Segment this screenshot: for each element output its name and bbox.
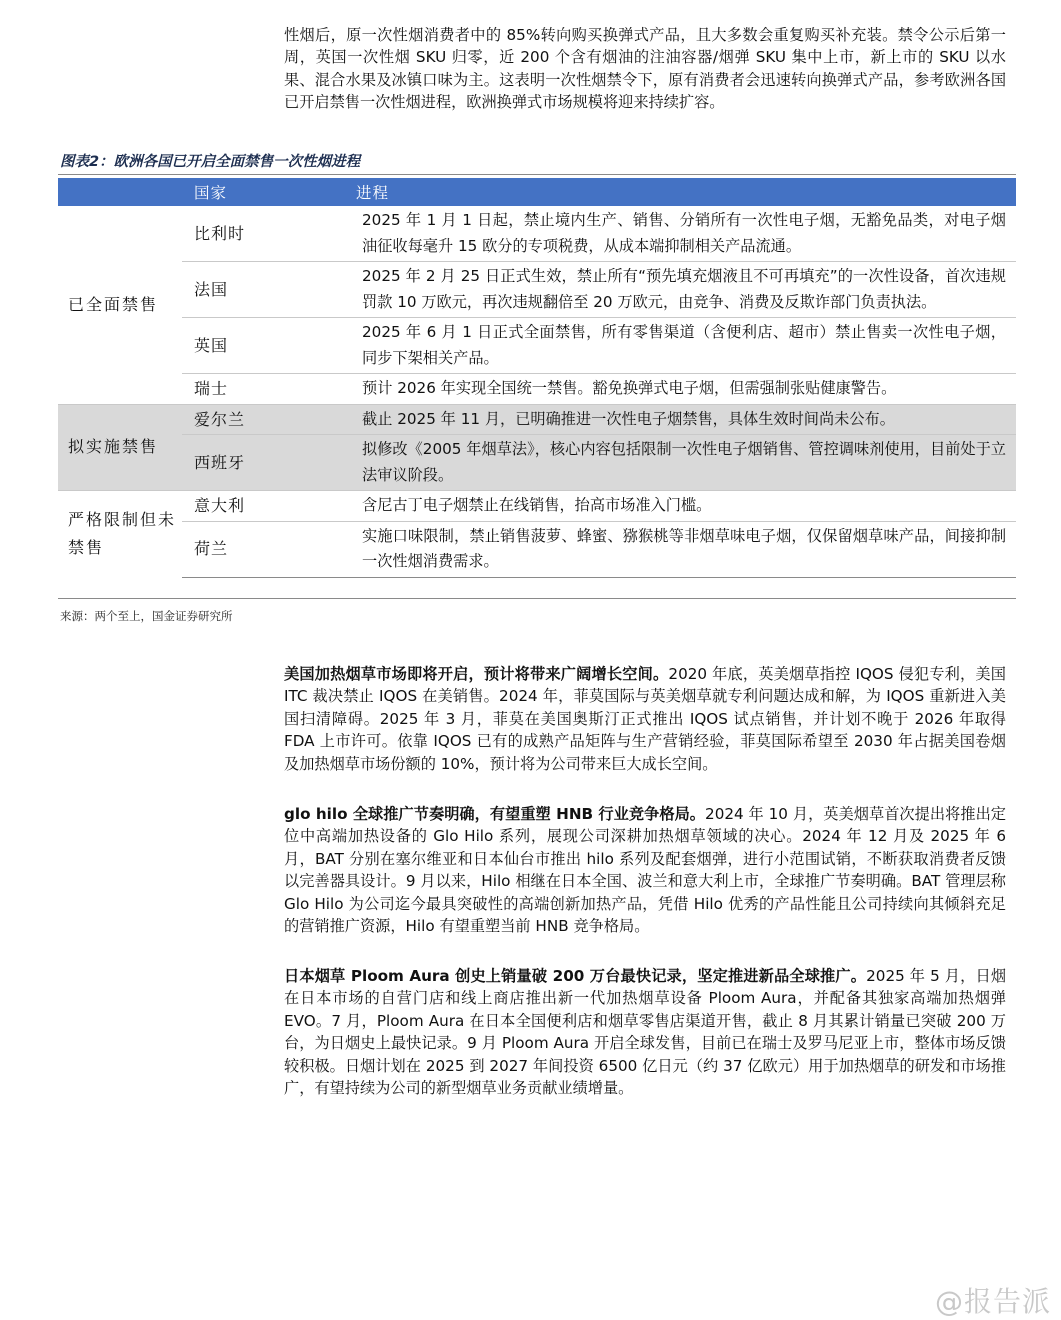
- figure-title: 图表2：欧洲各国已开启全面禁售一次性烟进程: [60, 154, 361, 170]
- progress-cell: 含尼古丁电子烟禁止在线销售，抬高市场准入门槛。: [344, 491, 1016, 522]
- progress-cell: 实施口味限制，禁止销售菠萝、蜂蜜、猕猴桃等非烟草味电子烟，仅保留烟草味产品，间接抑制一次性烟消费需求。: [344, 521, 1016, 577]
- table-header-row: [58, 178, 1016, 206]
- table-bottom-rule: [58, 598, 1016, 599]
- country-cell: 荷兰: [182, 521, 344, 577]
- paragraph-lead: 美国加热烟草市场即将开启，预计将带来广阔增长空间。: [284, 665, 669, 683]
- header-country: 国家: [182, 178, 344, 206]
- progress-cell: 截止 2025 年 11 月，已明确推进一次性电子烟禁售，具体生效时间尚未公布。: [344, 404, 1016, 435]
- country-cell: 意大利: [182, 491, 344, 522]
- country-cell: 西班牙: [182, 435, 344, 491]
- country-cell: 英国: [182, 318, 344, 374]
- header-group: [58, 178, 182, 206]
- table-row: [58, 206, 1016, 262]
- paragraph-body: 2025 年 5 月，日烟在日本市场的自营门店和线上商店推出新一代加热烟草设备 Ploom Aura，并配备其独家高端加热烟弹 EVO。7 月，Ploom Aura 在日本全国便利店和烟草零售店渠道开售，截止 8 月其累计销量已突破 200 万台，为日烟史上最快记录。9 月 Ploom Aura 开启全球发售，目前已在瑞士及罗马尼亚上市，整体市场反馈较积极。日烟计划在 2025 到 2027 年间投资 6500 亿日元（约 37 亿欧元）用于加热烟草的研发和市场推广，有望持续为公司的新型烟草业务贡献业绩增量。: [284, 967, 1007, 1098]
- table-row: [58, 404, 1016, 435]
- table-row: [58, 521, 1016, 577]
- country-cell: 法国: [182, 262, 344, 318]
- country-cell: 比利时: [194, 223, 246, 243]
- body-paragraph: [284, 803, 1006, 937]
- country-cell: 爱尔兰: [182, 404, 344, 435]
- paragraph-body: 2024 年 10 月，英美烟草首次提出将推出定位中高端加热设备的 Glo Hilo 系列，展现公司深耕加热烟草领域的决心。2024 年 12 月及 2025 年 6 月，BAT 分别在塞尔维亚和日本仙台市推出 hilo 系列及配套烟弹，进行小范围试销，不断获取消费者反馈以完善器具设计。9 月以来，Hilo 相继在日本全国、波兰和意大利上市，全球推广节奏明确。BAT 管理层称 Glo Hilo 为公司迄今最具突破性的高端创新加热产品，凭借 Hilo 优秀的产品性能且公司持续向其倾斜充足的营销推广资源，Hilo 有望重塑当前 HNB 竞争格局。: [284, 805, 1006, 936]
- progress-cell: 2025 年 6 月 1 日正式全面禁售，所有零售渠道（含便利店、超市）禁止售卖一次性电子烟，同步下架相关产品。: [344, 318, 1016, 374]
- table-row: [58, 318, 1016, 374]
- table-row: [58, 491, 1016, 522]
- progress-cell: 拟修改《2005 年烟草法》，核心内容包括限制一次性电子烟销售、管控调味剂使用，目前处于立法审议阶段。: [344, 435, 1016, 491]
- progress-cell: 2025 年 2 月 25 日正式生效，禁止所有“预先填充烟液且不可再填充”的一次性设备，首次违规罚款 10 万欧元，再次违规翻倍至 20 万欧元，由竞争、消费及反欺诈部门负责执法。: [344, 262, 1016, 318]
- paragraph-lead: 日本烟草 Ploom Aura 创史上销量破 200 万台最快记录，坚定推进新品全球推广。: [284, 967, 867, 985]
- table-row: [58, 435, 1016, 491]
- body-paragraph: [284, 663, 1006, 775]
- progress-cell: 2025 年 1 月 1 日起，禁止境内生产、销售、分销所有一次性电子烟，无豁免品类，对电子烟油征收每毫升 15 欧分的专项税费，从成本端抑制相关产品流通。: [362, 211, 1006, 255]
- progress-cell: 预计 2026 年实现全国统一禁售。豁免换弹式电子烟，但需强制张贴健康警告。: [344, 374, 1016, 405]
- paragraph-body: 2020 年底，英美烟草指控 IQOS 侵犯专利，美国 ITC 裁决禁止 IQOS 在美销售。2024 年，菲莫国际与英美烟草就专利问题达成和解，为 IQOS 重新进入美国扫清障碍。2025 年 3 月，菲莫在美国奥斯汀正式推出 IQOS 试点销售，并计划不晚于 2026 年取得 FDA 上市许可。依靠 IQOS 已有的成熟产品矩阵与生产营销经验，菲莫国际希望至 2030 年占据美国卷烟及加热烟草市场份额的 10%，预计将为公司带来巨大成长空间。: [284, 665, 1006, 773]
- header-progress: 进程: [344, 178, 1016, 206]
- table-row: [58, 374, 1016, 405]
- watermark: @报告派: [934, 1285, 1051, 1318]
- ban-progress-table: [58, 178, 1016, 578]
- group-label: 已全面禁售: [68, 294, 159, 314]
- table-top-rule: [58, 174, 1016, 175]
- table-row: [58, 262, 1016, 318]
- intro-paragraph: 性烟后，原一次性烟消费者中的 85%转向购买换弹式产品，且大多数会重复购买补充装。禁令公示后第一周，英国一次性烟 SKU 归零，近 200 个含有烟油的注油容器/烟弹 SKU 集中上市，新上市的 SKU 以水果、混合水果及冰镇口味为主。这表明一次性烟禁令下，原有消费者会迅速转向换弹式产品，参考欧洲各国已开启禁售一次性烟进程，欧洲换弹式市场规模将迎来持续扩容。: [284, 26, 1006, 112]
- paragraph-lead: glo hilo 全球推广节奏明确，有望重塑 HNB 行业竞争格局。: [284, 805, 706, 823]
- country-cell: 瑞士: [182, 374, 344, 405]
- body-paragraph: [284, 965, 1006, 1099]
- group-label: 拟实施禁售: [58, 404, 182, 491]
- group-label: 严格限制但未禁售: [58, 491, 182, 578]
- source-note: 来源：两个至上，国金证券研究所: [60, 609, 233, 623]
